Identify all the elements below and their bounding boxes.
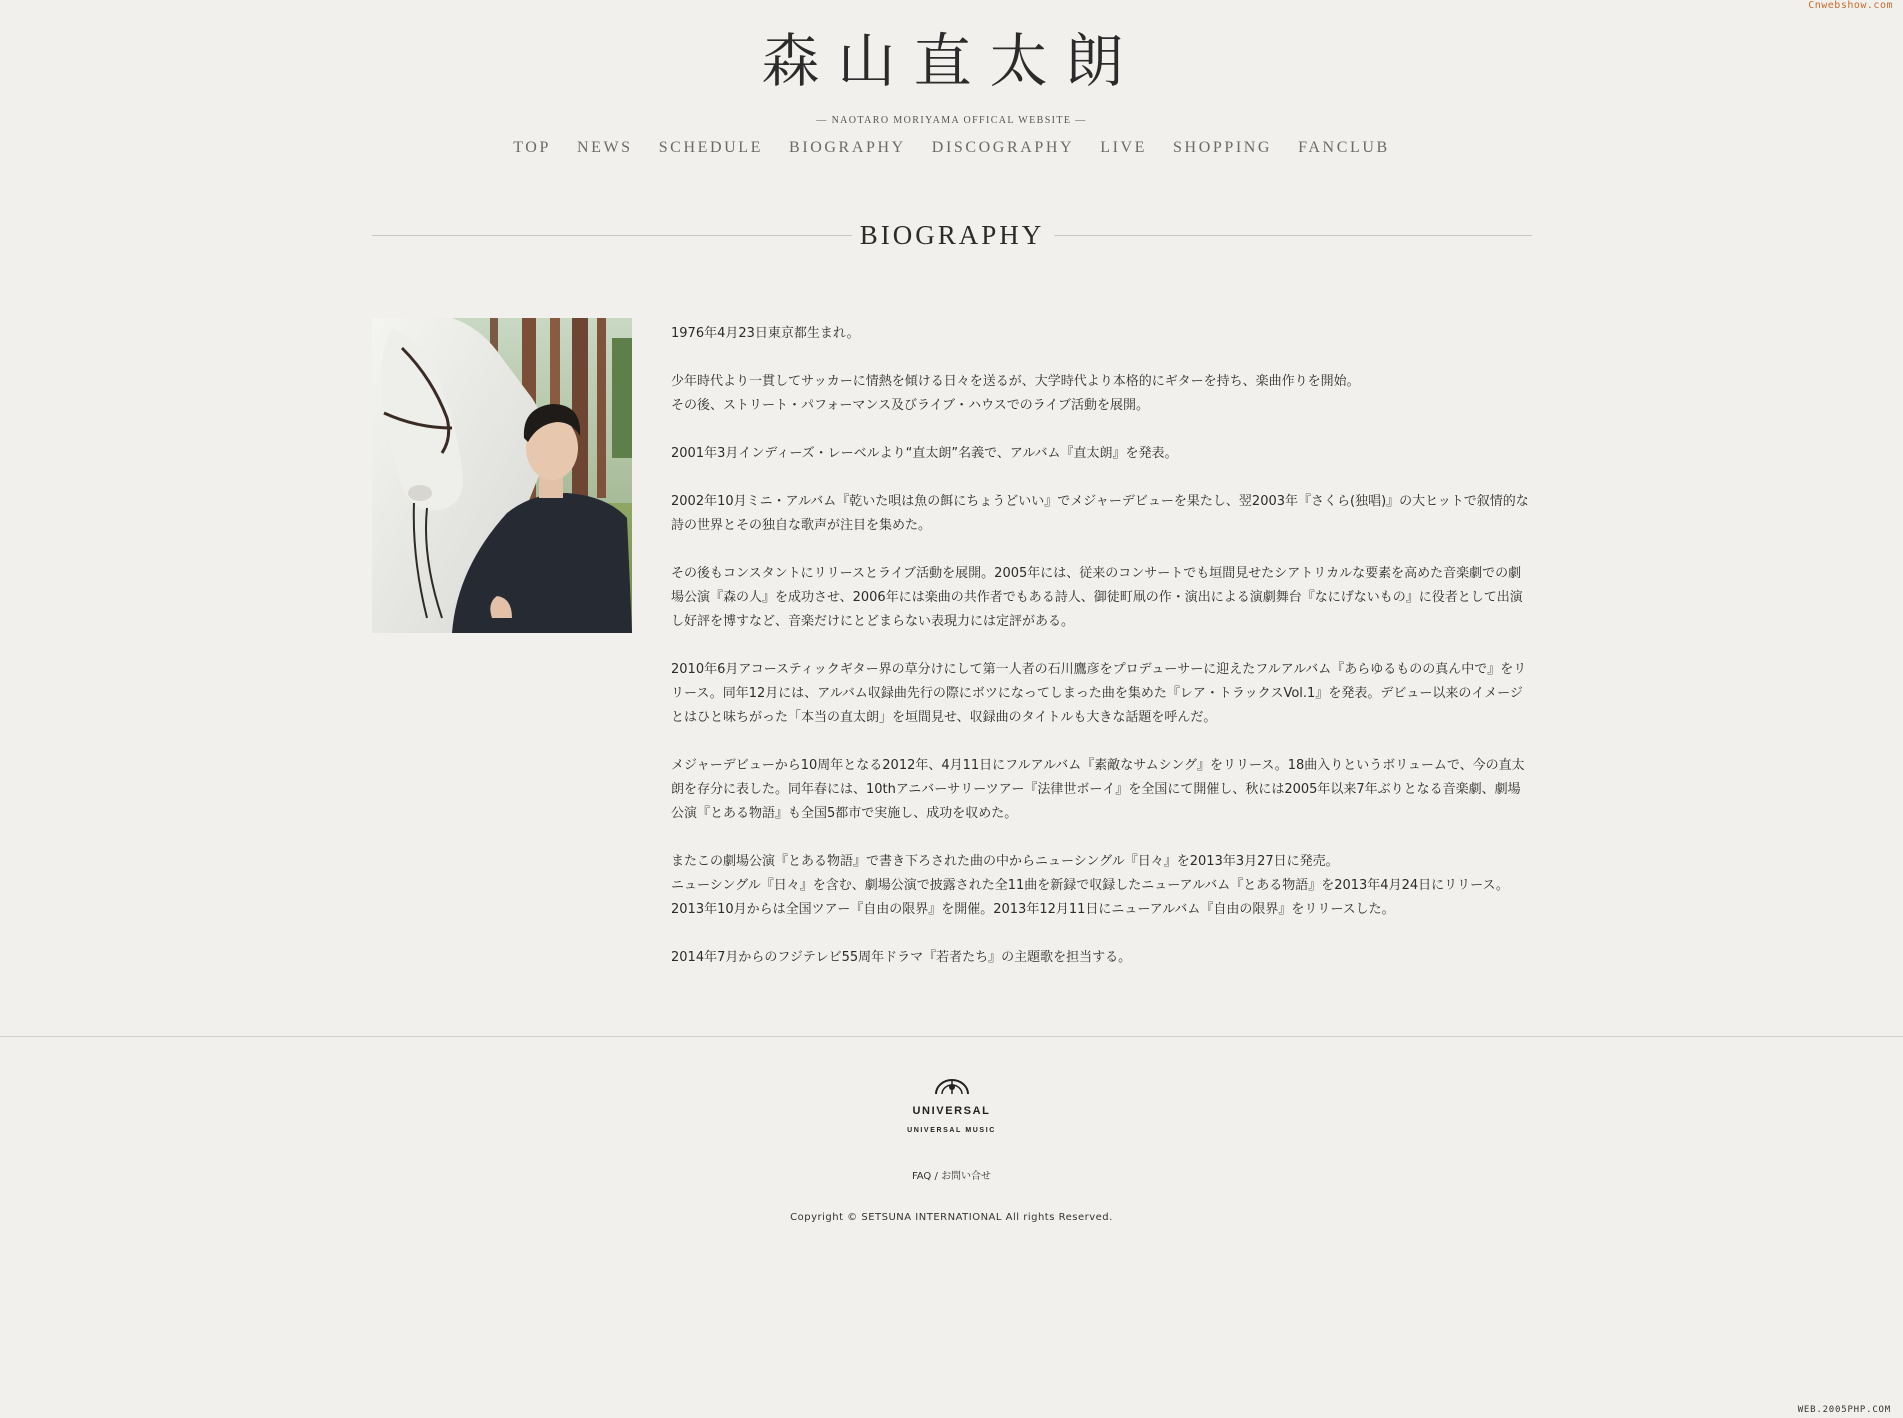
footer-separator: /: [934, 1171, 938, 1182]
universal-music-wordmark: UNIVERSAL MUSIC: [907, 1127, 996, 1134]
bio-paragraph: メジャーデビューから10周年となる2012年、4月11日にフルアルバム『素敵なサムシング』をリリース。18曲入りというボリュームで、今の直太朗を存分に表した。同年春には、10thアニバーサリーツアー『法律世ボーイ』を全国にて開催し、秋には2005年以来7年ぶりとなる音楽劇、劇場公演『とある物語』も全国5都市で実施し、成功を収めた。: [671, 758, 1525, 821]
section-heading: [372, 218, 1532, 252]
universal-wordmark: UNIVERSAL: [912, 1105, 991, 1117]
bio-paragraph: 2014年7月からのフジテレビ55周年ドラマ『若者たち』の主題歌を担当する。: [671, 950, 1132, 965]
bio-paragraph: 2002年10月ミニ・アルバム『乾いた唄は魚の餌にちょうどいい』でメジャーデビューを果たし、翌2003年『さくら(独唱)』の大ヒットで叙情的な詩の世界とその独自な歌声が注目を集めた。: [671, 494, 1529, 533]
universal-music-logo[interactable]: [0, 1078, 1903, 1134]
footer-links: [0, 1167, 1903, 1182]
footer-divider: [0, 1036, 1903, 1037]
site-logo[interactable]: 森山直太朗: [761, 27, 1142, 95]
nav-item-shopping[interactable]: SHOPPING: [1173, 139, 1273, 156]
globe-icon: [932, 1078, 972, 1100]
nav-item-fanclub[interactable]: FANCLUB: [1298, 139, 1390, 156]
contact-link[interactable]: お問い合せ: [941, 1171, 992, 1182]
heading-rule-right: [1054, 235, 1532, 236]
watermark-top: Cnwebshow.com: [1808, 0, 1893, 11]
copyright-text: Copyright © SETSUNA INTERNATIONAL All rights Reserved.: [790, 1212, 1113, 1223]
section-title: BIOGRAPHY: [859, 220, 1045, 250]
nav-item-top[interactable]: TOP: [513, 139, 551, 156]
main-nav: [0, 139, 1903, 157]
site-subtitle: — NAOTARO MORIYAMA OFFICAL WEBSITE —: [816, 115, 1087, 126]
nav-item-biography[interactable]: BIOGRAPHY: [789, 139, 906, 156]
biography-text: [671, 322, 1533, 994]
nav-item-news[interactable]: NEWS: [576, 139, 633, 156]
bio-paragraph: 2001年3月インディーズ・レーベルより“直太朗”名義で、アルバム『直太朗』を発表。: [671, 446, 1178, 461]
bio-paragraph: 2010年6月アコースティックギター界の草分けにして第一人者の石川鷹彦をプロデューサーに迎えたフルアルバム『あらゆるものの真ん中で』をリリース。同年12月には、アルバム収録曲先行の際にボツになってしまった曲を集めた『レア・トラックスVol.1』を発表。デビュー以来のイメージとはひと味ちがった「本当の直太朗」を垣間見せ、収録曲のタイトルも大きな話題を呼んだ。: [671, 662, 1527, 725]
bio-paragraph: 少年時代より一貫してサッカーに情熱を傾ける日々を送るが、大学時代より本格的にギターを持ち、楽曲作りを開始。 その後、ストリート・パフォーマンス及びライブ・ハウスでのライブ活動を展開。: [671, 374, 1360, 413]
bio-paragraph: 1976年4月23日東京都生まれ。: [671, 326, 860, 341]
artist-photo: [372, 318, 632, 633]
bio-paragraph: またこの劇場公演『とある物語』で書き下ろされた曲の中からニューシングル『日々』を2013年3月27日に発売。 ニューシングル『日々』を含む、劇場公演で披露された全11曲を新録で収録したニューアルバム『とある物語』を2013年4月24日にリリース。2013年10月からは全国ツアー『自由の限界』を開催。2013年12月11日にニューアルバム『自由の限界』をリリースした。: [671, 854, 1509, 917]
faq-link[interactable]: FAQ: [911, 1171, 932, 1182]
nav-item-live[interactable]: LIVE: [1100, 139, 1148, 156]
bio-paragraph: その後もコンスタントにリリースとライブ活動を展開。2005年には、従来のコンサートでも垣間見せたシアトリカルな要素を高めた音楽劇での劇場公演『森の人』を成功させ、2006年には楽曲の共作者でもある詩人、御徒町凧の作・演出による演劇舞台『なにげないもの』に役者として出演し好評を博すなど、音楽だけにとどまらない表現力には定評がある。: [671, 566, 1523, 629]
nav-item-schedule[interactable]: SCHEDULE: [658, 139, 764, 156]
watermark-bottom: WEB.2005PHP.COM: [1797, 1405, 1891, 1415]
nav-item-discography[interactable]: DISCOGRAPHY: [931, 139, 1075, 156]
